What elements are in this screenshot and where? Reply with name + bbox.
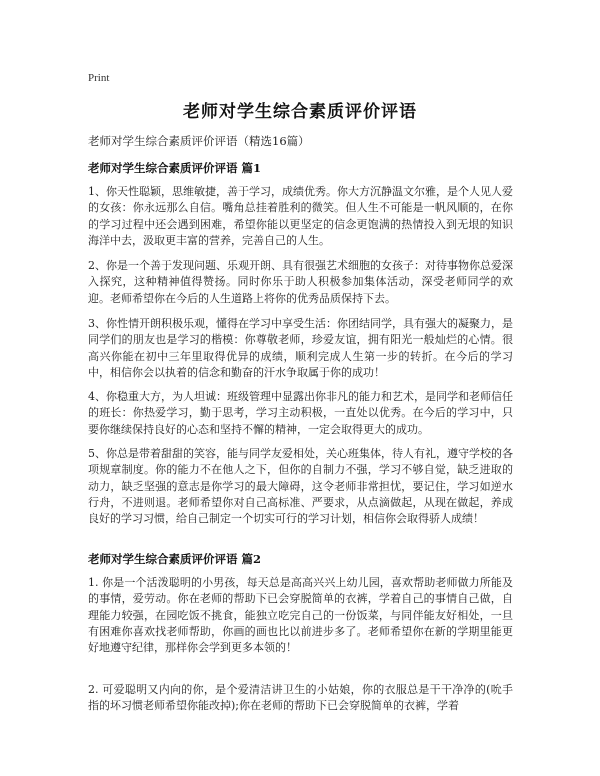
print-link[interactable]: Print <box>88 72 110 84</box>
paragraph: 1、你天性聪颖，思维敏捷，善于学习，成绩优秀。你大方沉静温文尔雅，是个人见人爱的女孩：你永远那么自信。嘴角总挂着胜利的微笑。但人生不可能是一帆风顺的，在你的学习过程中还会遇到困难，希望你能以更坚定的信念更饱满的热情投入到无垠的知识海洋中去，汲取更丰富的营养，完善自己的人生。 <box>88 185 513 247</box>
section-heading-1: 老师对学生综合素质评价评语 篇1 <box>88 161 262 175</box>
paragraph: 1. 你是一个活泼聪明的小男孩，每天总是高高兴兴上幼儿园，喜欢帮助老师做力所能及的事情，爱劳动。你在老师的帮助下已会穿脱简单的衣裤，学着自己的事情自己做，自理能力较强，在园吃饭不挑食，能独立吃完自己的一份饭菜，与同伴能友好相处，一旦有困难你喜欢找老师帮助，你画的画也比以前进步多了。老师希望你在新的学期里能更好地遵守纪律，那样你会学到更多本领的！ <box>88 576 513 655</box>
document-subtitle: 老师对学生综合素质评价评语（精选16篇） <box>88 134 310 148</box>
paragraph: 2、你是一个善于发现问题、乐观开朗、具有很强艺术细胞的女孩子：对待事物你总爱深入探究，这种精神值得赞扬。同时你乐于助人积极参加集体活动，深受老师同学的欢迎。老师希望你在今后的人生道路上将你的优秀品质保持下去。 <box>88 259 513 305</box>
section-heading-2: 老师对学生综合素质评价评语 篇2 <box>88 552 262 566</box>
paragraph: 2. 可爱聪明又内向的你，是个爱清洁讲卫生的小姑娘，你的衣服总是干干净净的(吮手指的坏习惯老师希望你能改掉);你在老师的帮助下已会穿脱简单的衣裤，学着 <box>88 683 513 713</box>
paragraph: 4、你稳重大方，为人坦诚：班级管理中显露出你非凡的能力和艺术，是同学和老师信任的班长：你热爱学习，勤于思考，学习主动积极，一直处以优秀。在今后的学习中，只要你继续保持良好的心态和坚持不懈的精神，一定会取得更大的成功。 <box>88 390 513 436</box>
paragraph: 3、你性情开朗积极乐观，懂得在学习中享受生活：你团结同学，具有强大的凝聚力，是同学们的朋友也是学习的楷模：你尊敬老师，珍爱友谊，拥有阳光一般灿烂的心情。很高兴你能在初中三年里取得优异的成绩，顺利完成人生第一步的转折。在今后的学习中，相信你会以执着的信念和勤奋的汗水争取属于你的成功！ <box>88 317 513 379</box>
paragraph: 5、你总是带着甜甜的笑容，能与同学友爱相处，关心班集体，待人有礼，遵守学校的各项规章制度。你的能力不在他人之下，但你的自制力不强，学习不够自觉，缺乏进取的动力，缺乏坚强的意志是你学习的最大障碍，这令老师非常担忧，要记住，学习如逆水行舟，不进则退。老师希望你对自己高标准、严要求，从点滴做起，从现在做起，养成良好的学习习惯，给自己制定一个切实可行的学习计划，相信你会取得骄人成绩！ <box>88 447 513 526</box>
document-title: 老师对学生综合素质评价评语 <box>183 102 417 122</box>
